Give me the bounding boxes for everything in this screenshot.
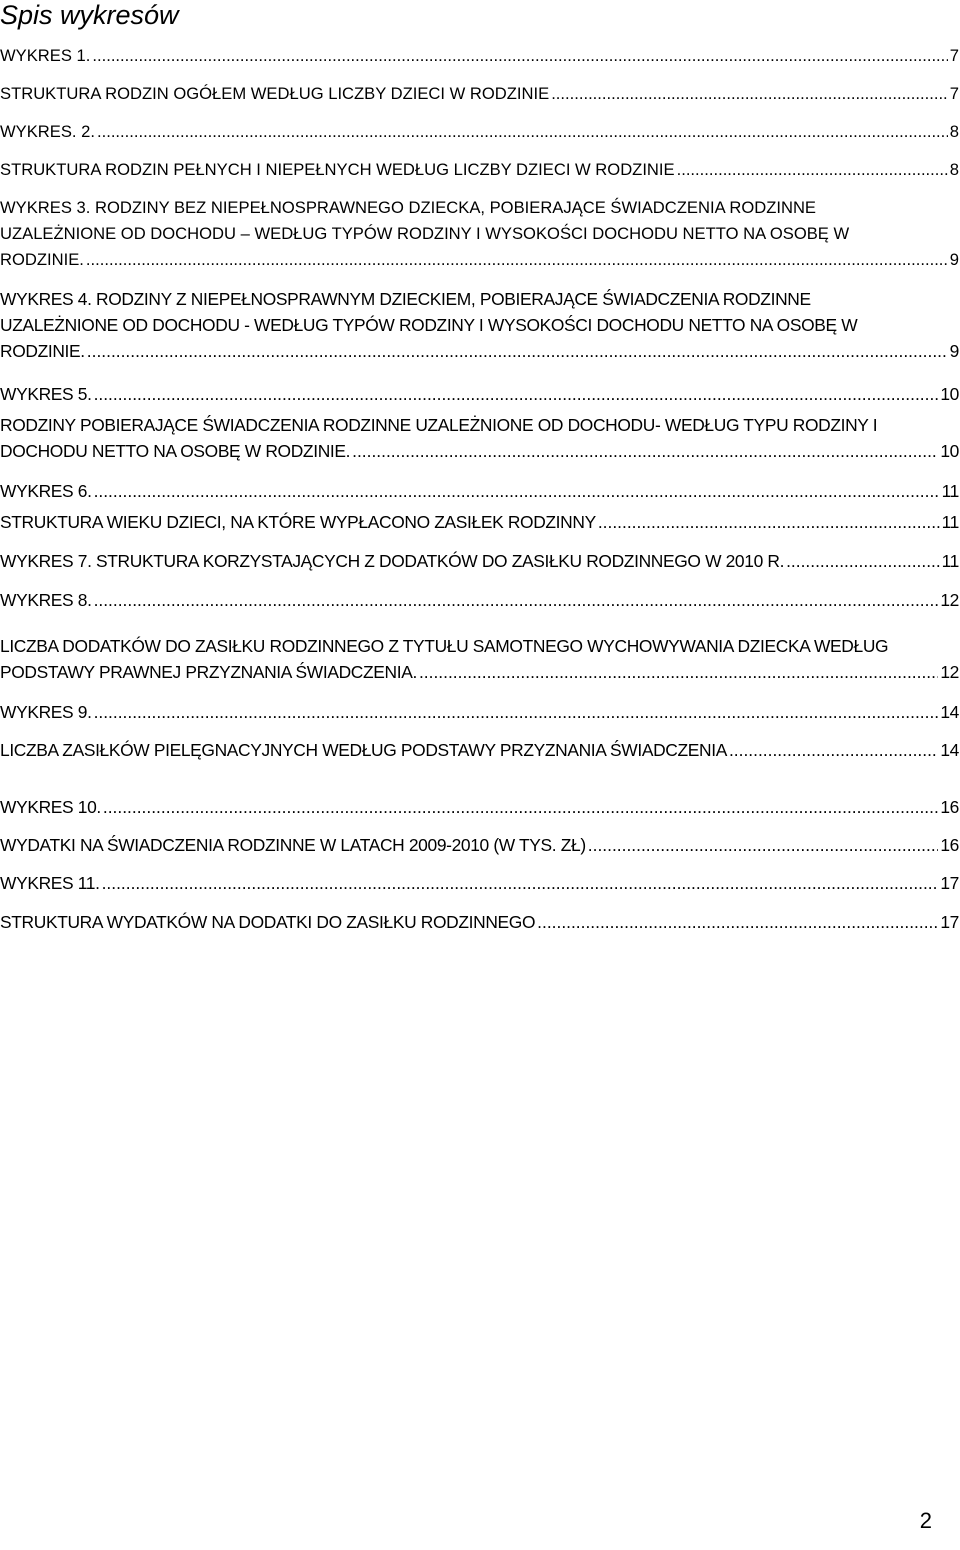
toc-entry-last-line [0, 548, 959, 574]
toc-entry[interactable] [0, 699, 959, 725]
toc-entry-text: WYKRES 5. [0, 384, 92, 404]
toc-entry-last-line [0, 870, 959, 896]
dot-leader [598, 509, 940, 535]
toc-entry-text: STRUKTURA WYDATKÓW NA DODATKI DO ZASIŁKU RODZINNEGO [0, 912, 536, 932]
toc-entry-last-line [0, 699, 959, 725]
toc-page-number: 8 [949, 122, 959, 141]
toc-entry-text: LICZBA ZASIŁKÓW PIELĘGNACYJNYCH WEDŁUG PODSTAWY PRZYZNANIA ŚWIADCZENIA [0, 740, 727, 760]
toc-entry[interactable] [0, 548, 959, 574]
toc-entry-text: WYKRES 7. STRUKTURA KORZYSTAJĄCYCH Z DODATKÓW DO ZASIŁKU RODZINNEGO W 2010 R. [0, 551, 785, 571]
toc-page-number: 17 [940, 873, 959, 893]
toc-entry[interactable] [0, 119, 959, 145]
toc-entry-last-line [0, 43, 959, 69]
toc-page-number: 11 [941, 481, 959, 501]
toc-entry-last-line [0, 478, 959, 504]
toc-entry-line [0, 312, 959, 338]
toc-page-number: 12 [940, 662, 959, 682]
toc-entry-line [0, 195, 959, 221]
toc-entry-text: WYKRES 3. RODZINY BEZ NIEPEŁNOSPRAWNEGO DZIECKA, POBIERAJĄCE ŚWIADCZENIA RODZINNE [0, 198, 816, 217]
toc-entry-text: DOCHODU NETTO NA OSOBĘ W RODZINIE. [0, 441, 351, 461]
toc-entry-text: STRUKTURA RODZIN PEŁNYCH I NIEPEŁNYCH WEDŁUG LICZBY DZIECI W RODZINIE [0, 160, 675, 179]
toc-entry-last-line [0, 737, 959, 763]
toc-entry-text: PODSTAWY PRAWNEJ PRZYZNANIA ŚWIADCZENIA. [0, 662, 417, 682]
dot-leader [102, 870, 939, 896]
dot-leader [537, 909, 938, 935]
dot-leader [97, 119, 948, 145]
toc-entry-text: STRUKTURA WIEKU DZIECI, NA KTÓRE WYPŁACONO ZASIŁEK RODZINNY [0, 512, 596, 532]
toc-entry[interactable] [0, 794, 959, 820]
dot-leader [588, 832, 939, 858]
dot-leader [677, 157, 948, 183]
toc-page-number: 9 [949, 250, 959, 269]
toc-entry-last-line [0, 81, 959, 107]
toc-entry[interactable] [0, 587, 959, 613]
dot-leader [729, 737, 938, 763]
toc-page-number: 7 [949, 46, 959, 65]
toc-page-number: 12 [940, 590, 959, 610]
toc-entry-line [0, 412, 959, 438]
toc-entry-text: WYDATKI NA ŚWIADCZENIA RODZINNE W LATACH 2009-2010 (W TYS. ZŁ) [0, 835, 586, 855]
toc-entry-text: WYKRES 4. RODZINY Z NIEPEŁNOSPRAWNYM DZIECKIEM, POBIERAJĄCE ŚWIADCZENIA RODZINNE [0, 289, 811, 309]
toc-entry-text: WYKRES 1. [0, 46, 91, 65]
toc-entry-last-line [0, 794, 959, 820]
toc-page-number: 7 [949, 84, 959, 103]
toc-entry-text: UZALEŻNIONE OD DOCHODU – WEDŁUG TYPÓW RODZINY I WYSOKOŚCI DOCHODU NETTO NA OSOBĘ W [0, 224, 850, 243]
toc-page-number: 9 [949, 341, 959, 361]
toc-entry-last-line [0, 338, 959, 364]
dot-leader [87, 338, 948, 364]
toc-entry-text: RODZINIE. [0, 341, 85, 361]
toc-entry-text: WYKRES 8. [0, 590, 92, 610]
dot-leader [419, 659, 938, 685]
toc-page-number: 8 [949, 160, 959, 179]
toc-entry-last-line [0, 659, 959, 685]
dot-leader [92, 43, 947, 69]
toc-entry[interactable] [0, 81, 959, 107]
toc-entry-line [0, 286, 959, 312]
toc-entry[interactable] [0, 832, 959, 858]
toc-entry-text: RODZINIE. [0, 250, 84, 269]
toc-entry-text: WYKRES 6. [0, 481, 92, 501]
toc-entry-last-line [0, 438, 959, 464]
toc-entry-last-line [0, 157, 959, 183]
dot-leader [352, 438, 938, 464]
toc-entry[interactable] [0, 195, 959, 273]
toc-entry-text: WYKRES 10. [0, 797, 101, 817]
toc-entry[interactable] [0, 157, 959, 183]
page-number: 2 [919, 1508, 932, 1533]
toc-page-number: 16 [940, 835, 959, 855]
toc-entry-text: LICZBA DODATKÓW DO ZASIŁKU RODZINNEGO Z TYTUŁU SAMOTNEGO WYCHOWYWANIA DZIECKA WEDŁUG [0, 636, 889, 656]
toc-page-number: 16 [940, 797, 959, 817]
toc-entry-last-line [0, 509, 959, 535]
toc-page-number: 10 [940, 384, 959, 404]
toc-entry[interactable] [0, 633, 959, 685]
dot-leader [103, 794, 938, 820]
dot-leader [94, 699, 939, 725]
toc-entry[interactable] [0, 509, 959, 535]
toc-entry[interactable] [0, 909, 959, 935]
toc-entry-last-line [0, 247, 959, 273]
toc-page-number: 14 [940, 702, 959, 722]
dot-leader [786, 548, 940, 574]
toc-entry[interactable] [0, 43, 959, 69]
toc-page-number: 11 [941, 551, 959, 571]
toc-entry[interactable] [0, 381, 959, 407]
page-title: Spis wykresów [0, 0, 179, 30]
toc-entry-text: WYKRES. 2. [0, 122, 95, 141]
dot-leader [94, 478, 940, 504]
toc-page-number: 17 [940, 912, 959, 932]
toc-entry[interactable] [0, 870, 959, 896]
toc-entry-line [0, 221, 959, 247]
toc-entry-line [0, 633, 959, 659]
toc-entry-text: RODZINY POBIERAJĄCE ŚWIADCZENIA RODZINNE UZALEŻNIONE OD DOCHODU- WEDŁUG TYPU RODZINY I [0, 415, 878, 435]
toc-entry[interactable] [0, 478, 959, 504]
toc-entry-last-line [0, 381, 959, 407]
toc-entry-last-line [0, 832, 959, 858]
dot-leader [94, 587, 939, 613]
toc-entry[interactable] [0, 286, 959, 364]
toc-entry-text: WYKRES 9. [0, 702, 92, 722]
toc-page-number: 11 [941, 512, 959, 532]
toc-entry-text: WYKRES 11. [0, 873, 100, 893]
toc-page-number: 14 [940, 740, 959, 760]
dot-leader [94, 381, 939, 407]
toc-entry-text: STRUKTURA RODZIN OGÓŁEM WEDŁUG LICZBY DZIECI W RODZINIE [0, 84, 550, 103]
toc-entry[interactable] [0, 737, 959, 763]
dot-leader [86, 247, 948, 273]
toc-entry[interactable] [0, 412, 959, 464]
toc-entry-text: UZALEŻNIONE OD DOCHODU - WEDŁUG TYPÓW RODZINY I WYSOKOŚCI DOCHODU NETTO NA OSOBĘ W [0, 315, 858, 335]
toc-page-number: 10 [940, 441, 959, 461]
toc-entry-last-line [0, 587, 959, 613]
toc-entry-last-line [0, 119, 959, 145]
toc-entry-last-line [0, 909, 959, 935]
dot-leader [551, 81, 948, 107]
